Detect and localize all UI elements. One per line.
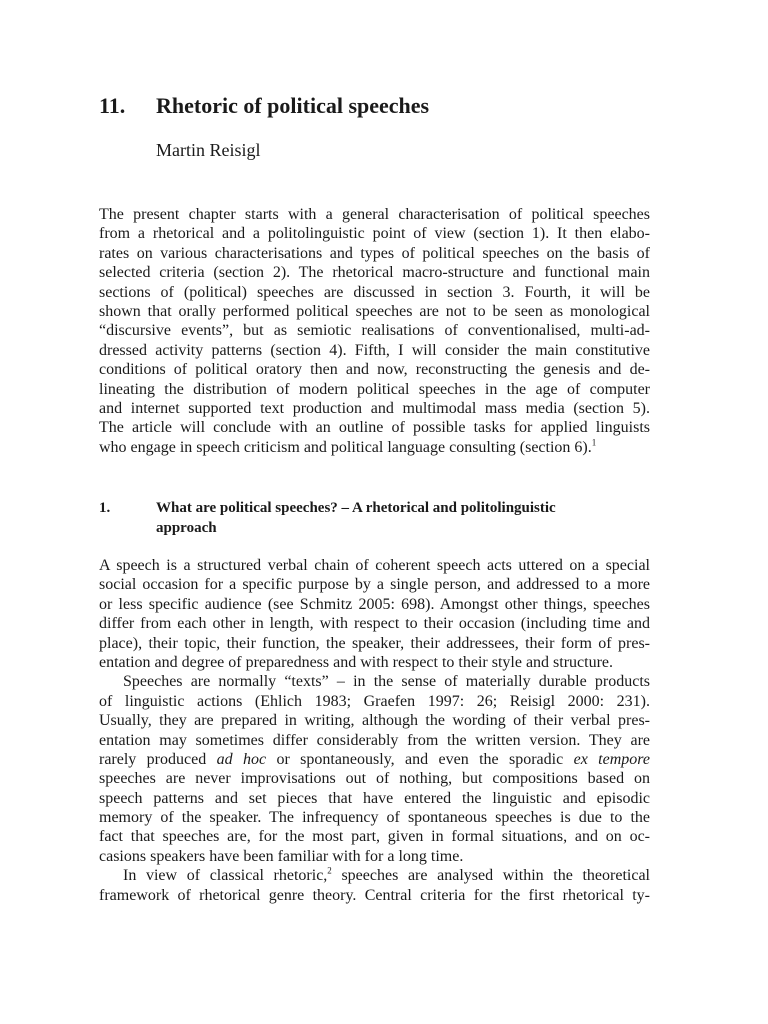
section-title-line-2: approach xyxy=(156,520,217,536)
abstract-line: dressed activity patterns (section 4). Fifth, I will consider the main constitutive xyxy=(99,341,650,359)
body-text xyxy=(99,556,650,905)
author-name: Martin Reisigl xyxy=(156,140,261,160)
body-line: or less specific audience (see Schmitz 2005: 698). Amongst other things, speeches xyxy=(99,595,650,613)
body-line: Usually, they are prepared in writing, although the wording of their verbal pres- xyxy=(99,712,650,730)
footnote-ref-1[interactable]: 1 xyxy=(591,437,597,448)
chapter-heading xyxy=(99,92,429,120)
body-line: fact that speeches are, for the most part, given in formal situations, and on oc- xyxy=(99,828,650,846)
body-line: casions speakers have been familiar with for a long time. xyxy=(99,847,464,865)
footnote-ref-2[interactable]: 2 xyxy=(327,865,332,876)
body-line: entation may sometimes differ considerably from the written version. They are xyxy=(99,731,650,749)
body-line: memory of the speaker. The infrequency of spontaneous speeches is due to the xyxy=(99,809,650,827)
body-line: framework of rhetorical genre theory. Central criteria for the first rhetorical ty- xyxy=(99,886,650,904)
text-run: In view of classical rhetoric, xyxy=(123,867,328,885)
abstract-line: selected criteria (section 2). The rhetorical macro-structure and functional main xyxy=(99,264,650,282)
body-line-footnote xyxy=(99,866,650,885)
section-number: 1. xyxy=(99,500,111,516)
body-line: A speech is a structured verbal chain of coherent speech acts uttered on a special xyxy=(99,557,650,574)
body-line: Speeches are normally “texts” – in the sense of materially durable products xyxy=(123,673,650,691)
text-run: rarely produced xyxy=(99,750,217,768)
section-title-line-1: What are political speeches? – A rhetorical and politolinguistic xyxy=(156,500,556,516)
text-run: or spontaneously, and even the sporadic xyxy=(266,750,574,768)
abstract-line: lineating the distribution of modern political speeches in the age of computer xyxy=(99,380,650,398)
abstract-line: The article will conclude with an outline of possible tasks for applied linguists xyxy=(99,419,650,437)
italic-ex-tempore: ex tempore xyxy=(573,750,651,768)
body-line: social occasion for a specific purpose by a single person, and addressed to a more xyxy=(99,576,650,594)
section-title xyxy=(156,498,650,538)
abstract-line: shown that orally performed political speeches are not to be seen as monological xyxy=(99,302,650,320)
abstract-line: sections of (political) speeches are discussed in section 3. Fourth, it will be xyxy=(99,283,650,301)
body-line: differ from each other in length, with respect to their occasion (including time and xyxy=(99,615,650,633)
text-run: speeches are analysed within the theoretical xyxy=(331,867,650,885)
abstract-line: “discursive events”, but as semiotic realisations of conventionalised, multi-ad- xyxy=(99,322,650,340)
body-line: speeches are never improvisations out of nothing, but compositions based on xyxy=(99,770,650,788)
body-line: entation and degree of preparedness and with respect to their style and structure. xyxy=(99,653,614,671)
abstract-line: rates on various characterisations and types of political speeches on the basis of xyxy=(99,244,650,262)
abstract xyxy=(99,205,650,457)
italic-ad-hoc: ad hoc xyxy=(216,750,267,768)
body-line: speech patterns and set pieces that have entered the linguistic and episodic xyxy=(99,789,650,807)
chapter-title: Rhetoric of political speeches xyxy=(156,93,430,118)
abstract-line: conditions of political oratory then and now, reconstructing the genesis and de- xyxy=(99,361,650,379)
abstract-line: from a rhetorical and a politolinguistic point of view (section 1). It then elabo- xyxy=(99,225,650,243)
chapter-number: 11. xyxy=(99,93,126,118)
body-line-italics xyxy=(99,750,650,769)
abstract-last-text: who engage in speech criticism and political language consulting (section 6). xyxy=(99,438,592,456)
abstract-line: and internet supported text production and multimodal mass media (section 5). xyxy=(99,399,650,417)
body-line: place), their topic, their function, the speaker, their addressees, their form of pres- xyxy=(99,634,650,652)
abstract-last-line xyxy=(99,438,650,457)
abstract-line: The present chapter starts with a general characterisation of political speeches xyxy=(99,206,650,223)
body-line: of linguistic actions (Ehlich 1983; Graefen 1997: 26; Reisigl 2000: 231). xyxy=(99,692,650,710)
